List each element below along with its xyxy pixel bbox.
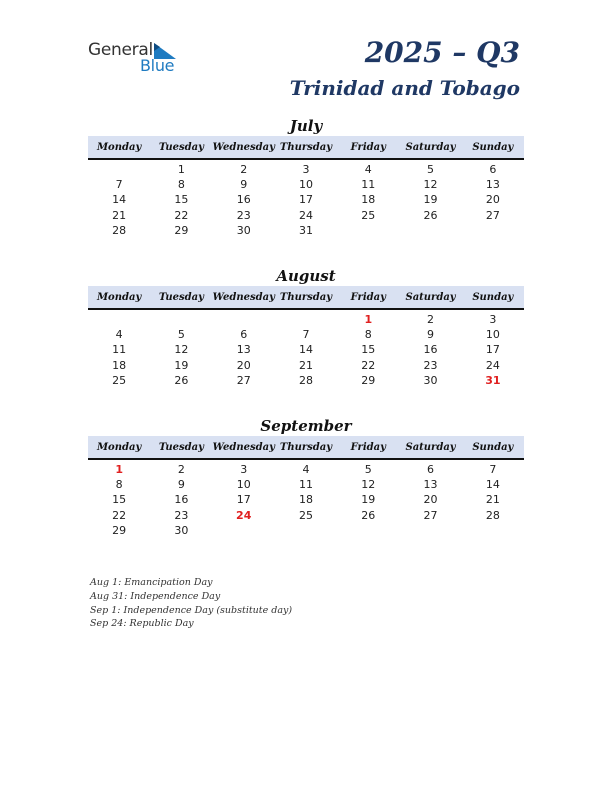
day-cell: 22 — [174, 208, 189, 222]
day-cell: 19 — [174, 358, 189, 372]
day-cell: 2 — [240, 163, 248, 177]
empty-day-cell — [88, 159, 150, 177]
week-row — [88, 159, 524, 177]
day-cell: 12 — [174, 343, 189, 357]
weekday-header: Sunday — [462, 136, 524, 159]
week-row — [88, 492, 524, 507]
day-cell: 29 — [361, 373, 376, 387]
day-cell: 6 — [489, 163, 497, 177]
holiday-note: Aug 1: Emancipation Day — [90, 577, 213, 588]
day-cell: 27 — [423, 508, 438, 522]
day-cell: 4 — [302, 463, 310, 477]
empty-day-cell — [399, 523, 461, 538]
day-cell: 4 — [364, 163, 372, 177]
day-cell: 6 — [240, 328, 248, 342]
week-row — [88, 477, 524, 492]
day-cell: 26 — [423, 208, 438, 222]
day-cell: 30 — [174, 523, 189, 537]
day-cell: 7 — [489, 463, 497, 477]
day-cell: 29 — [112, 523, 127, 537]
day-cell: 18 — [361, 193, 376, 207]
day-cell: 25 — [361, 208, 376, 222]
day-cell: 27 — [485, 208, 500, 222]
empty-day-cell — [462, 523, 524, 538]
day-cell: 7 — [302, 328, 310, 342]
month-august — [88, 266, 524, 388]
day-cell: 2 — [177, 463, 185, 477]
day-cell: 16 — [423, 343, 438, 357]
generalblue-logo — [88, 40, 188, 76]
holiday-notes — [90, 576, 292, 631]
empty-day-cell — [462, 223, 524, 238]
weekday-header-row — [88, 136, 524, 159]
weekday-header: Tuesday — [150, 436, 212, 459]
day-cell: 23 — [236, 208, 251, 222]
week-row — [88, 373, 524, 388]
day-cell: 25 — [298, 508, 313, 522]
weekday-header: Tuesday — [150, 286, 212, 309]
day-cell: 28 — [485, 508, 500, 522]
empty-day-cell — [337, 523, 399, 538]
day-cell: 5 — [427, 163, 435, 177]
day-cell: 18 — [112, 358, 127, 372]
empty-day-cell — [150, 309, 212, 327]
empty-day-cell — [337, 223, 399, 238]
day-cell: 16 — [174, 493, 189, 507]
day-cell: 1 — [364, 313, 373, 327]
day-cell: 9 — [240, 178, 248, 192]
holiday-note: Aug 31: Independence Day — [90, 590, 221, 602]
day-cell: 14 — [112, 193, 127, 207]
week-row — [88, 309, 524, 327]
weekday-header: Wednesday — [213, 136, 275, 159]
week-row — [88, 192, 524, 207]
day-cell: 11 — [298, 478, 313, 492]
day-cell: 5 — [177, 328, 185, 342]
empty-day-cell — [88, 309, 150, 327]
week-row — [88, 327, 524, 342]
week-row — [88, 508, 524, 523]
day-cell: 8 — [177, 178, 185, 192]
day-cell: 26 — [361, 508, 376, 522]
weekday-header-row — [88, 436, 524, 459]
day-cell: 26 — [174, 373, 189, 387]
week-row — [88, 208, 524, 223]
day-cell: 3 — [302, 163, 310, 177]
holiday-note: Sep 24: Republic Day — [90, 618, 194, 630]
day-cell: 13 — [423, 478, 438, 492]
day-cell: 2 — [427, 313, 435, 327]
day-cell: 21 — [485, 493, 500, 507]
logo-word-blue: Blue — [140, 56, 175, 75]
day-cell: 3 — [489, 313, 497, 327]
month-title: September — [260, 417, 352, 435]
page-title: 2025 – Q3 — [364, 36, 520, 69]
holiday-note: Sep 1: Independence Day (substitute day) — [90, 604, 293, 616]
day-cell: 11 — [361, 178, 376, 192]
day-cell: 24 — [236, 508, 252, 522]
day-cell: 9 — [427, 328, 435, 342]
day-cell: 11 — [112, 343, 127, 357]
calendar-table — [88, 136, 524, 238]
day-cell: 7 — [115, 178, 123, 192]
month-september — [88, 416, 524, 538]
day-cell: 1 — [177, 163, 185, 177]
day-cell: 14 — [485, 478, 500, 492]
weekday-header: Saturday — [399, 436, 461, 459]
weekday-header: Sunday — [462, 286, 524, 309]
day-cell: 28 — [298, 373, 313, 387]
day-cell: 12 — [361, 478, 376, 492]
day-cell: 1 — [115, 463, 123, 477]
day-cell: 20 — [485, 193, 500, 207]
day-cell: 19 — [423, 193, 438, 207]
week-row — [88, 523, 524, 538]
page-subtitle: Trinidad and Tobago — [289, 76, 520, 100]
day-cell: 24 — [485, 358, 500, 372]
weekday-header: Wednesday — [213, 286, 275, 309]
day-cell: 17 — [298, 193, 313, 207]
day-cell: 20 — [236, 358, 251, 372]
day-cell: 31 — [298, 223, 313, 237]
day-cell: 22 — [361, 358, 376, 372]
day-cell: 22 — [112, 508, 127, 522]
day-cell: 8 — [115, 478, 123, 492]
day-cell: 27 — [236, 373, 251, 387]
empty-day-cell — [399, 223, 461, 238]
day-cell: 15 — [361, 343, 376, 357]
weekday-header: Sunday — [462, 436, 524, 459]
logo-word-general: General — [88, 40, 153, 60]
day-cell: 5 — [364, 463, 372, 477]
weekday-header: Saturday — [399, 286, 461, 309]
day-cell: 24 — [298, 208, 313, 222]
empty-day-cell — [213, 523, 275, 538]
day-cell: 29 — [174, 223, 189, 237]
weekday-header-row — [88, 286, 524, 309]
day-cell: 21 — [298, 358, 313, 372]
weekday-header: Monday — [88, 286, 150, 309]
day-cell: 30 — [423, 373, 438, 387]
empty-day-cell — [275, 523, 337, 538]
day-cell: 3 — [240, 463, 248, 477]
day-cell: 19 — [361, 493, 376, 507]
weekday-header: Friday — [337, 436, 399, 459]
weekday-header: Friday — [337, 286, 399, 309]
day-cell: 14 — [298, 343, 313, 357]
day-cell: 12 — [423, 178, 438, 192]
weekday-header: Thursday — [275, 136, 337, 159]
day-cell: 18 — [298, 493, 313, 507]
week-row — [88, 223, 524, 238]
weekday-header: Monday — [88, 136, 150, 159]
day-cell: 4 — [115, 328, 123, 342]
week-row — [88, 358, 524, 373]
empty-day-cell — [275, 309, 337, 327]
day-cell: 13 — [236, 343, 251, 357]
calendar-table — [88, 286, 524, 388]
day-cell: 25 — [112, 373, 127, 387]
day-cell: 15 — [174, 193, 189, 207]
weekday-header: Saturday — [399, 136, 461, 159]
day-cell: 28 — [112, 223, 127, 237]
weekday-header: Wednesday — [213, 436, 275, 459]
day-cell: 17 — [485, 343, 500, 357]
day-cell: 23 — [423, 358, 438, 372]
weekday-header: Thursday — [275, 286, 337, 309]
weekday-header: Tuesday — [150, 136, 212, 159]
month-title: August — [276, 267, 336, 285]
day-cell: 16 — [236, 193, 251, 207]
day-cell: 6 — [427, 463, 435, 477]
week-row — [88, 177, 524, 192]
week-row — [88, 342, 524, 357]
day-cell: 23 — [174, 508, 189, 522]
weekday-header: Monday — [88, 436, 150, 459]
day-cell: 30 — [236, 223, 251, 237]
day-cell: 15 — [112, 493, 127, 507]
weekday-header: Friday — [337, 136, 399, 159]
day-cell: 20 — [423, 493, 438, 507]
day-cell: 9 — [177, 478, 185, 492]
weekday-header: Thursday — [275, 436, 337, 459]
day-cell: 10 — [485, 328, 500, 342]
month-july — [88, 116, 524, 238]
day-cell: 10 — [236, 478, 251, 492]
month-title: July — [289, 117, 323, 135]
day-cell: 17 — [236, 493, 251, 507]
empty-day-cell — [213, 309, 275, 327]
day-cell: 31 — [485, 373, 501, 387]
week-row — [88, 459, 524, 477]
day-cell: 13 — [485, 178, 500, 192]
calendar-table — [88, 436, 524, 538]
day-cell: 21 — [112, 208, 127, 222]
day-cell: 10 — [298, 178, 313, 192]
day-cell: 8 — [364, 328, 372, 342]
